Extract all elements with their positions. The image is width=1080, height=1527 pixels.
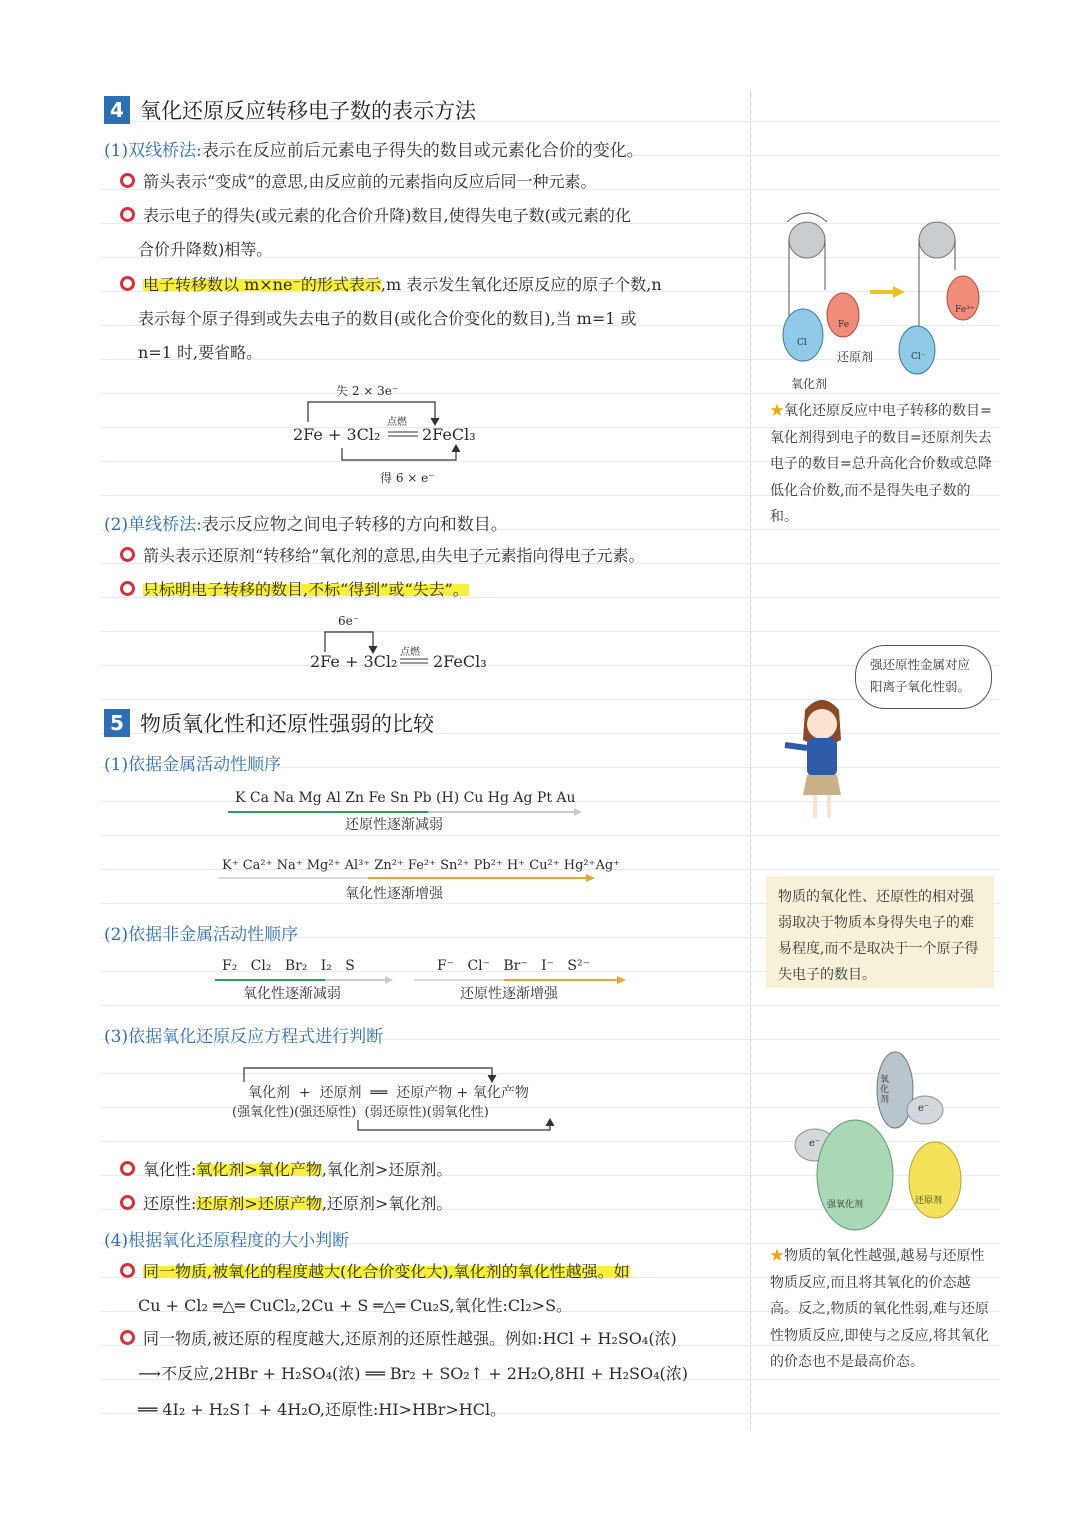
- scheme-equation: 氧化剂 + 还原剂 ══ 还原产物 + 氧化产物: [248, 1085, 529, 1101]
- bullet-icon: [120, 1330, 135, 1345]
- highlighted-text: 电子转移数以 m×ne⁻的形式表示: [143, 275, 381, 294]
- bullet-item: [120, 165, 596, 199]
- bullet-continuation: n=1 时,要省略。: [138, 343, 263, 362]
- section-title: 氧化还原反应转移电子数的表示方法: [140, 99, 476, 123]
- oxidant-label: 氧化剂: [880, 1075, 890, 1105]
- single-bridge-heading: [104, 510, 508, 535]
- metal-activity-heading: (1)依据金属活动性顺序: [104, 755, 282, 775]
- bullet-item: [120, 539, 644, 573]
- electron-loss-label: 失 2 × 3e⁻: [336, 384, 399, 398]
- reactants: 2Fe + 3Cl₂: [310, 652, 398, 671]
- bullet-continuation: 表示每个原子得到或失去电子的数目(或化合价变化的数目),当 m=1 或: [138, 309, 637, 328]
- double-bridge-equation: [280, 380, 500, 490]
- reductant-label: 还原剂: [837, 350, 874, 364]
- bullet-text: 表示电子的得失(或元素的化合价升降)数目,使得失电子数(或元素的化: [143, 206, 631, 225]
- electron-transfer-label: 6e⁻: [338, 614, 360, 628]
- fe-atom-label: Fe: [838, 320, 850, 330]
- bullet-item: [120, 1255, 630, 1289]
- bullet-item: [120, 268, 662, 302]
- products: 2FeCl₃: [422, 425, 476, 444]
- products: 2FeCl₃: [433, 652, 487, 671]
- bullet-text: ,m 表示发生氧化还原反应的原子个数,n: [380, 275, 662, 294]
- strong-oxidant-label: 强氧化剂: [827, 1200, 864, 1210]
- condition-label: 点燃: [400, 647, 420, 658]
- bullet-continuation: 合价升降数)相等。: [138, 240, 273, 259]
- characters-illustration: [785, 1045, 995, 1235]
- subheading-label: (1)双线桥法:: [104, 141, 202, 161]
- single-bridge-equation: [300, 612, 500, 682]
- section-4-header: [104, 95, 476, 125]
- note-text: 物质的氧化性越强,越易与还原性物质反应,而且将其氧化的价态越高。反之,物质的氧化性弱,难与还原性物质反应,即使与之反应,将其氧化的价态也不是最高价态。: [770, 1248, 989, 1370]
- bullet-continuation: ══ 4I₂ + H₂S↑ + 4H₂O,还原性:HI>HBr>HCl。: [138, 1400, 507, 1419]
- bullet-continuation: Cu + Cl₂ ═△═ CuCl₂,2Cu + S ═△═ Cu₂S,氧化性:Cl₂>S。: [138, 1296, 573, 1315]
- bullet-icon: [120, 581, 135, 596]
- equation-judgement-heading: (3)依据氧化还原反应方程式进行判断: [104, 1027, 384, 1047]
- bullet-item: [120, 199, 631, 233]
- note-text: 物质的氧化性、还原性的相对强弱取决于物质本身得失电子的难易程度,而不是取决于一个原子得失电子的数目。: [778, 889, 979, 983]
- margin-divider: [750, 92, 751, 1430]
- bullet-icon: [120, 547, 135, 562]
- subheading-desc: 表示反应物之间电子转移的方向和数目。: [201, 515, 508, 535]
- pulley-illustration: [765, 210, 995, 400]
- section-title: 物质氧化性和还原性强弱的比较: [140, 712, 434, 736]
- bullet-item: [120, 1322, 677, 1356]
- girl-illustration: [775, 690, 865, 830]
- cl-ion-label: Cl⁻: [911, 352, 926, 362]
- degree-judgement-heading: (4)根据氧化还原程度的大小判断: [104, 1231, 350, 1251]
- cl-atom-label: Cl: [797, 338, 807, 348]
- oxidant-label: 氧化剂: [791, 377, 828, 391]
- condition-label: 点燃: [387, 417, 407, 428]
- section-number: 5: [104, 709, 130, 737]
- metal-activity-series: K Ca Na Mg Al Zn Fe Sn Pb (H) Cu Hg Ag Pt Au: [235, 790, 576, 806]
- reducing-decrease-label: 还原性逐渐减弱: [345, 817, 443, 833]
- speech-bubble: [855, 645, 992, 709]
- reactants: 2Fe + 3Cl₂: [293, 425, 381, 444]
- reductant-label: 还原剂: [915, 1196, 943, 1206]
- fe-ion-label: Fe³⁺: [955, 305, 975, 315]
- oxidizing-decrease-label: 氧化性逐渐减弱: [243, 986, 341, 1002]
- bullet-icon: [120, 276, 135, 291]
- bullet-text: 还原性:: [143, 1194, 197, 1213]
- oxidizing-increase-label: 氧化性逐渐增强: [345, 886, 443, 902]
- bullet-text: ,还原剂>氧化剂。: [321, 1194, 453, 1213]
- side-note-3: [770, 1243, 995, 1376]
- star-icon: ★: [770, 1248, 784, 1264]
- subheading-label: (2)单线桥法:: [104, 515, 202, 535]
- electron-label: e⁻: [918, 1103, 930, 1114]
- section-5-header: [104, 708, 434, 738]
- subheading-desc: 表示在反应前后元素电子得失的数目或元素化合价的变化。: [201, 141, 644, 161]
- bullet-icon: [120, 1161, 135, 1176]
- bullet-text: 箭头表示“变成”的意思,由反应前的元素指向反应后同一种元素。: [143, 172, 597, 191]
- scheme-properties: (强氧化性)(强还原性) (弱还原性)(弱氧化性): [232, 1105, 489, 1120]
- highlighted-text: 只标明电子转移的数目,不标“得到”或“失去”。: [143, 580, 469, 599]
- note-text: 氧化还原反应中电子转移的数目=氧化剂得到电子的数目=还原剂失去电子的数目=总升高化合价数或总降低化合价数,而不是得失电子数的和。: [770, 403, 992, 525]
- reducing-increase-label: 还原性逐渐增强: [460, 986, 558, 1002]
- bullet-text: ,氧化剂>还原剂。: [321, 1160, 453, 1179]
- anion-series: F⁻ Cl⁻ Br⁻ I⁻ S²⁻: [437, 958, 590, 974]
- electron-gain-label: 得 6 × e⁻: [380, 471, 435, 485]
- nonmetal-series: F₂ Cl₂ Br₂ I₂ S: [222, 958, 355, 974]
- side-note-box: [766, 876, 994, 988]
- nonmetal-activity-heading: (2)依据非金属活动性顺序: [104, 925, 299, 945]
- section-number: 4: [104, 96, 130, 124]
- bullet-icon: [120, 1263, 135, 1278]
- bullet-icon: [120, 207, 135, 222]
- bullet-text: 氧化性:: [143, 1160, 197, 1179]
- redox-scheme: [230, 1060, 600, 1140]
- bullet-item: [120, 573, 469, 607]
- bullet-icon: [120, 173, 135, 188]
- bubble-text: 强还原性金属对应阳离子氧化性弱。: [870, 657, 971, 694]
- star-icon: ★: [770, 403, 784, 419]
- highlighted-text: 还原剂>还原产物: [196, 1194, 322, 1213]
- bullet-icon: [120, 1195, 135, 1210]
- highlighted-text: 同一物质,被氧化的程度越大(化合价变化大),氧化剂的氧化性越强。如: [143, 1262, 630, 1281]
- metal-ion-series: K⁺ Ca²⁺ Na⁺ Mg²⁺ Al³⁺ Zn²⁺ Fe²⁺ Sn²⁺ Pb²⁺ H⁺ Cu²⁺ Hg²⁺Ag⁺: [222, 858, 621, 873]
- bullet-text: 箭头表示还原剂“转移给”氧化剂的意思,由失电子元素指向得电子元素。: [143, 546, 645, 565]
- bullet-item: [120, 1153, 452, 1187]
- bullet-item: [120, 1187, 452, 1221]
- electron-label: e⁻: [809, 1138, 821, 1149]
- double-bridge-heading: [104, 136, 644, 161]
- side-note-1: [770, 398, 995, 531]
- bullet-continuation: ⟶不反应,2HBr + H₂SO₄(浓) ══ Br₂ + SO₂↑ + 2H₂O,8HI + H₂SO₄(浓): [138, 1364, 688, 1383]
- highlighted-text: 氧化剂>氧化产物: [196, 1160, 322, 1179]
- bullet-text: 同一物质,被还原的程度越大,还原剂的还原性越强。例如:HCl + H₂SO₄(浓): [143, 1329, 677, 1348]
